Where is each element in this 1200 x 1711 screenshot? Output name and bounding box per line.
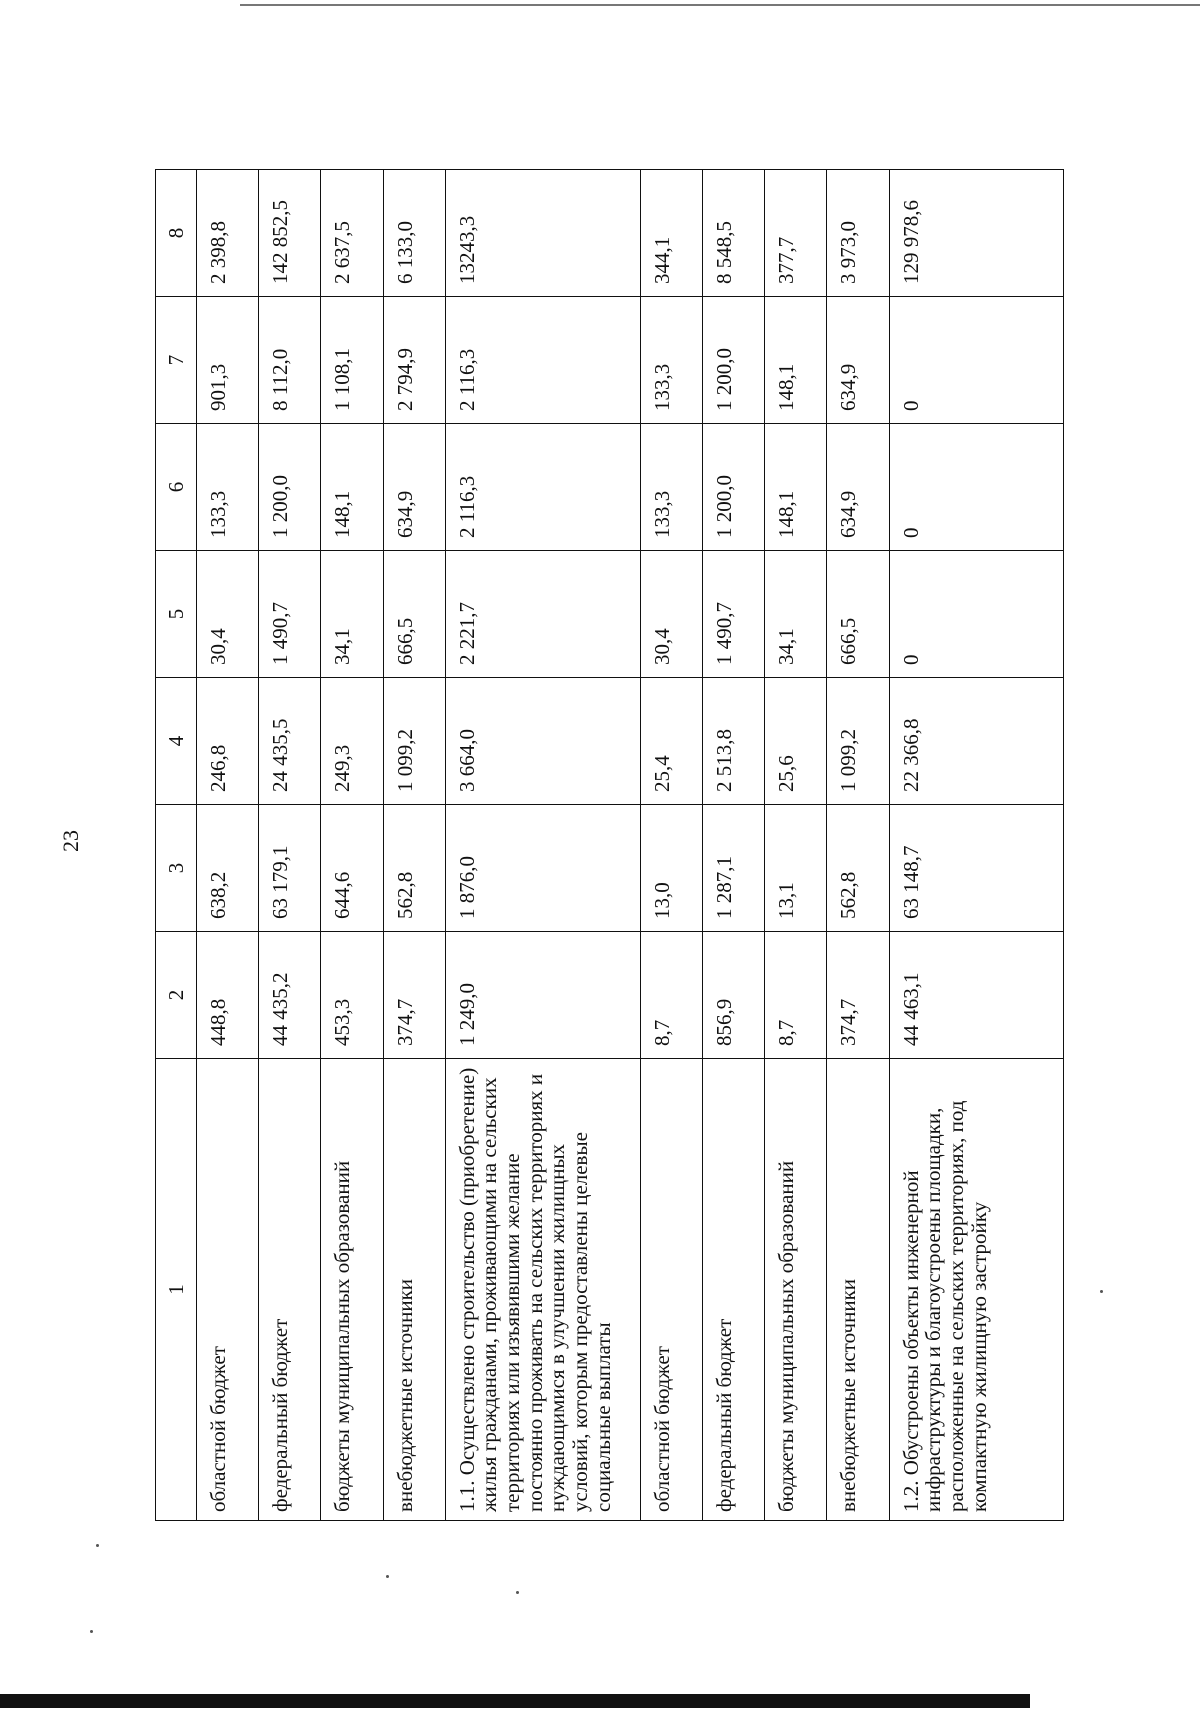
- table-cell: 249,3: [321, 678, 383, 805]
- table-cell: 1 249,0: [445, 932, 640, 1059]
- scan-speck: [1100, 1290, 1103, 1293]
- table-cell: 44 463,1: [889, 932, 1064, 1059]
- row-label: федеральный бюджет: [702, 1059, 764, 1521]
- table-cell: 1 200,0: [259, 424, 321, 551]
- table-cell: 34,1: [765, 551, 827, 678]
- table-cell: 1 490,7: [259, 551, 321, 678]
- row-label: внебюджетные источники: [827, 1059, 889, 1521]
- table-cell: 2 116,3: [445, 424, 640, 551]
- budget-table: [155, 169, 1064, 1521]
- table-cell: 1 200,0: [702, 424, 764, 551]
- table-cell: 634,9: [827, 424, 889, 551]
- scan-speck: [96, 1544, 99, 1547]
- column-header: 7: [156, 297, 197, 424]
- table-cell: 2 794,9: [383, 297, 445, 424]
- table-cell: 25,6: [765, 678, 827, 805]
- column-header: 6: [156, 424, 197, 551]
- table-cell: 2 637,5: [321, 170, 383, 297]
- table-header-row: [156, 170, 197, 1521]
- table-row: [321, 170, 383, 1521]
- table-cell: 148,1: [765, 297, 827, 424]
- table-cell: 374,7: [827, 932, 889, 1059]
- row-label: 1.2. Обустроены объекты инженерной инфраструктуры и благоустроены площадки, расположенные на сельских территориях, под компактную жилищную застройку: [889, 1059, 1064, 1521]
- table-cell: 246,8: [197, 678, 259, 805]
- table-cell: 666,5: [827, 551, 889, 678]
- column-header: 2: [156, 932, 197, 1059]
- table-row: [640, 170, 702, 1521]
- table-cell: 2 116,3: [445, 297, 640, 424]
- table-cell: 6 133,0: [383, 170, 445, 297]
- table-cell: 453,3: [321, 932, 383, 1059]
- table-cell: 44 435,2: [259, 932, 321, 1059]
- column-header: 5: [156, 551, 197, 678]
- table-cell: 25,4: [640, 678, 702, 805]
- table-cell: 8,7: [640, 932, 702, 1059]
- row-label: федеральный бюджет: [259, 1059, 321, 1521]
- table-cell: 8 548,5: [702, 170, 764, 297]
- table-cell: 2 513,8: [702, 678, 764, 805]
- table-cell: 22 366,8: [889, 678, 1064, 805]
- table-row: [197, 170, 259, 1521]
- table-cell: 3 664,0: [445, 678, 640, 805]
- row-label: бюджеты муниципальных образований: [765, 1059, 827, 1521]
- table-cell: 148,1: [321, 424, 383, 551]
- table-cell: 634,9: [383, 424, 445, 551]
- table-cell: 2 398,8: [197, 170, 259, 297]
- row-label: бюджеты муниципальных образований: [321, 1059, 383, 1521]
- table-cell: 377,7: [765, 170, 827, 297]
- table-cell: 30,4: [640, 551, 702, 678]
- table-cell: 30,4: [197, 551, 259, 678]
- table-row: [702, 170, 764, 1521]
- table-cell: 142 852,5: [259, 170, 321, 297]
- table-cell: 148,1: [765, 424, 827, 551]
- table-cell: 13,0: [640, 805, 702, 932]
- row-label: внебюджетные источники: [383, 1059, 445, 1521]
- row-label: областной бюджет: [640, 1059, 702, 1521]
- column-header: 8: [156, 170, 197, 297]
- table-cell: 63 148,7: [889, 805, 1064, 932]
- table-cell: 344,1: [640, 170, 702, 297]
- table-cell: 901,3: [197, 297, 259, 424]
- table-cell: 0: [889, 297, 1064, 424]
- table-cell: 63 179,1: [259, 805, 321, 932]
- row-label: областной бюджет: [197, 1059, 259, 1521]
- table-row: [383, 170, 445, 1521]
- table-cell: 644,6: [321, 805, 383, 932]
- table-cell: 1 099,2: [827, 678, 889, 805]
- table-cell: 374,7: [383, 932, 445, 1059]
- table-cell: 133,3: [640, 297, 702, 424]
- table-row: [259, 170, 321, 1521]
- table-row: [765, 170, 827, 1521]
- table-cell: 638,2: [197, 805, 259, 932]
- table-cell: 562,8: [383, 805, 445, 932]
- table-cell: 24 435,5: [259, 678, 321, 805]
- table-cell: 13,1: [765, 805, 827, 932]
- table-cell: 666,5: [383, 551, 445, 678]
- table-row: [889, 170, 1064, 1521]
- table-cell: 34,1: [321, 551, 383, 678]
- table-row: [445, 170, 640, 1521]
- page-number: 23: [58, 830, 83, 852]
- table-cell: 856,9: [702, 932, 764, 1059]
- table-cell: 1 108,1: [321, 297, 383, 424]
- column-header: 4: [156, 678, 197, 805]
- table-cell: 8 112,0: [259, 297, 321, 424]
- table-cell: 1 099,2: [383, 678, 445, 805]
- table-cell: 133,3: [197, 424, 259, 551]
- table-cell: 1 287,1: [702, 805, 764, 932]
- table-cell: 129 978,6: [889, 170, 1064, 297]
- table-cell: 8,7: [765, 932, 827, 1059]
- table-cell: 1 200,0: [702, 297, 764, 424]
- table-cell: 2 221,7: [445, 551, 640, 678]
- rotated-table-container: [155, 169, 1064, 1521]
- table-cell: 133,3: [640, 424, 702, 551]
- table-row: [827, 170, 889, 1521]
- table-cell: 1 490,7: [702, 551, 764, 678]
- table-cell: 448,8: [197, 932, 259, 1059]
- scan-speck: [90, 1630, 93, 1633]
- scan-speck: [516, 1591, 519, 1594]
- table-cell: 0: [889, 551, 1064, 678]
- row-label: 1.1. Осуществлено строительство (приобретение) жилья гражданами, проживающими на сельских территориях или изъявившими желание постоянно проживать на сельских территориях и нуждающимися в улучшении жилищных условий, которым предоставлены целевые социальные выплаты: [445, 1059, 640, 1521]
- bottom-scan-bar: [0, 1694, 1030, 1708]
- top-scan-rule: [240, 4, 1200, 6]
- column-header: 3: [156, 805, 197, 932]
- scan-speck: [386, 1575, 389, 1578]
- table-cell: 634,9: [827, 297, 889, 424]
- table-cell: 562,8: [827, 805, 889, 932]
- table-cell: 1 876,0: [445, 805, 640, 932]
- table-cell: 13243,3: [445, 170, 640, 297]
- table-cell: 3 973,0: [827, 170, 889, 297]
- table-cell: 0: [889, 424, 1064, 551]
- column-header: 1: [156, 1059, 197, 1521]
